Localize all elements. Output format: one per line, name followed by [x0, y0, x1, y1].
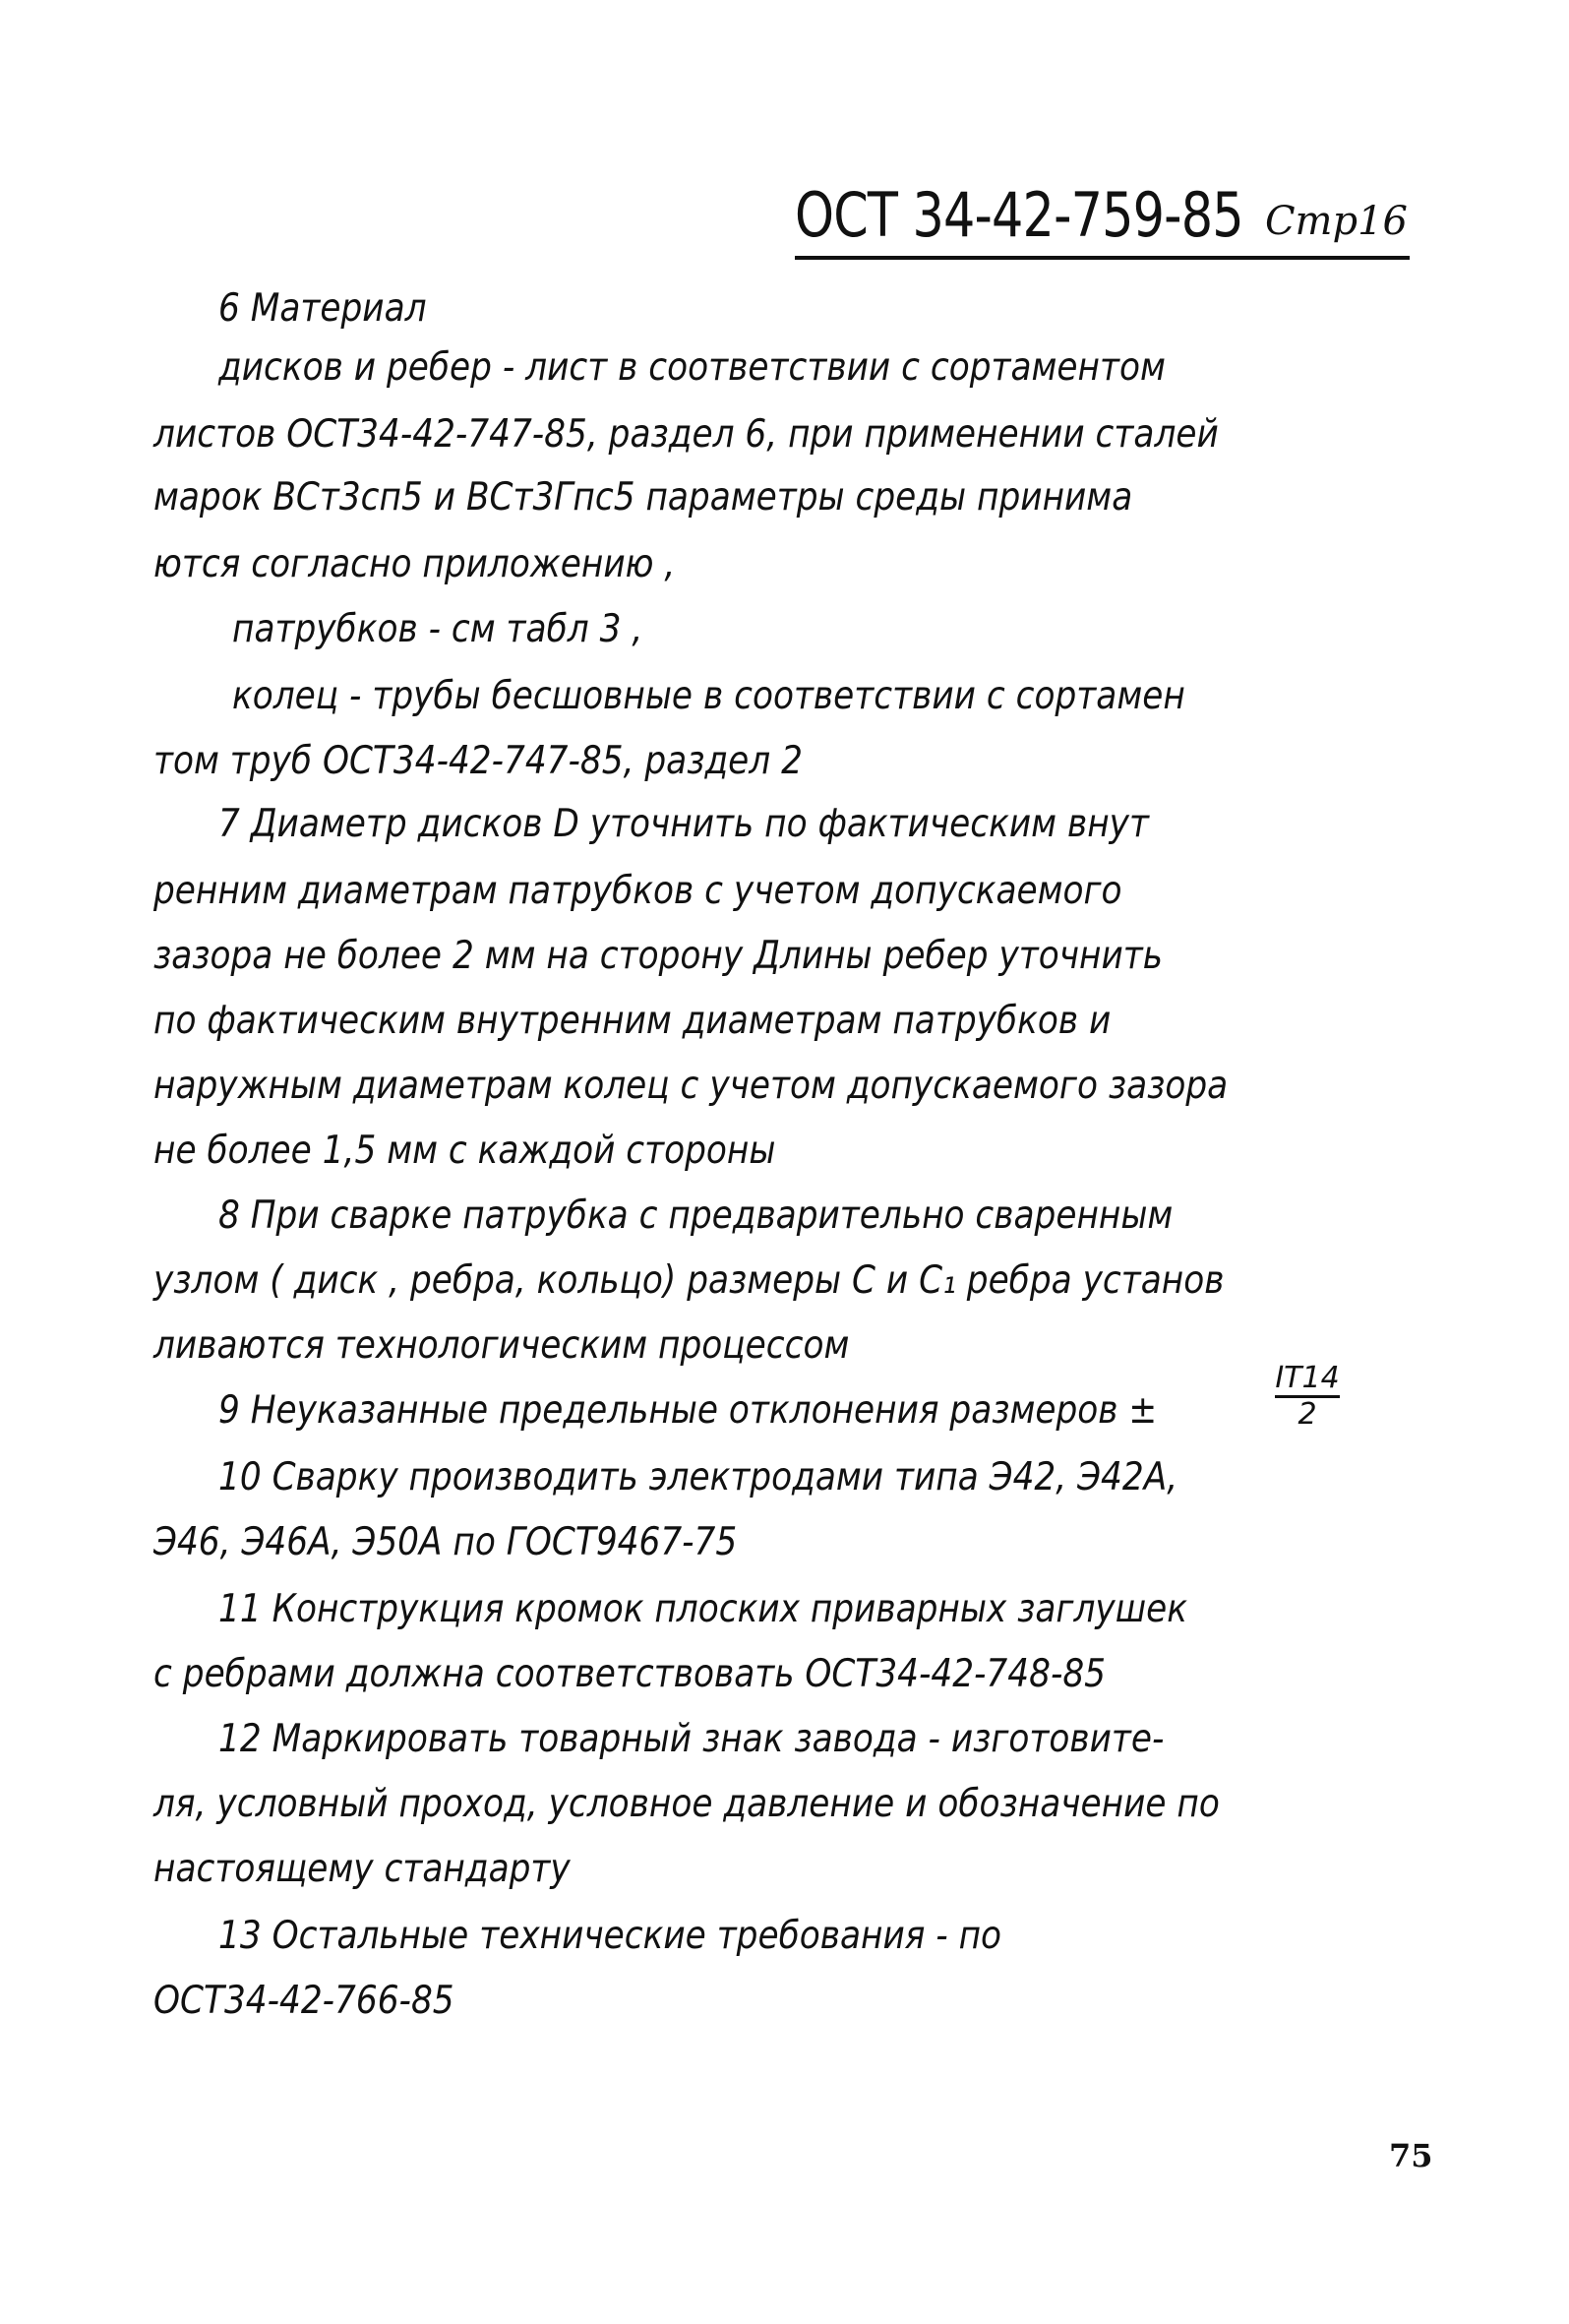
section-7-start: 7 Диаметр дисков D уточнить по фактическим внут	[218, 802, 1149, 846]
text-line: ются согласно приложению ,	[153, 542, 676, 586]
text-line: ливаются технологическим процессом	[153, 1323, 850, 1368]
section-10-start: 10 Сварку производить электродами типа Э42, Э42А,	[218, 1455, 1178, 1499]
text-line: не более 1,5 мм с каждой стороны	[153, 1129, 776, 1173]
sheet-number: Стр16	[1264, 199, 1408, 244]
tolerance-fraction	[1275, 1362, 1340, 1432]
section-6-heading: 6 Материал	[218, 286, 427, 331]
text-line: патрубков - см табл 3 ,	[232, 607, 643, 651]
section-11-start: 11 Конструкция кромок плоских приварных заглушек	[218, 1587, 1187, 1631]
text-line: узлом ( диск , ребра, кольцо) размеры С и С₁ ребра установ	[153, 1258, 1225, 1303]
tolerance-denominator: 2	[1297, 1397, 1317, 1432]
text-line: наружным диаметрам колец с учетом допускаемого зазора	[153, 1064, 1229, 1108]
standard-code: ОСТ 34-42-759-85	[795, 179, 1243, 251]
text-line: настоящему стандарту	[153, 1847, 571, 1891]
text-line: ренним диаметрам патрубков с учетом допускаемого	[153, 869, 1122, 913]
text-line: с ребрами должна соответствовать ОСТ34-42-748-85	[153, 1652, 1106, 1696]
section-8-start: 8 При сварке патрубка с предварительно сваренным	[218, 1193, 1174, 1238]
text-line: колец - трубы бесшовные в соответствии с сортамен	[232, 674, 1185, 718]
section-13-start: 13 Остальные технические требования - по	[218, 1914, 1002, 1958]
document-header	[795, 179, 1410, 260]
text-line: листов ОСТ34-42-747-85, раздел 6, при применении сталей	[153, 412, 1219, 457]
text-line: дисков и ребер - лист в соответствии с сортаментом	[218, 345, 1166, 390]
text-line: зазора не более 2 мм на сторону Длины ребер уточнить	[153, 934, 1163, 978]
text-line: Э46, Э46А, Э50А по ГОСТ9467-75	[153, 1520, 738, 1564]
text-line: ля, условный проход, условное давление и обозначение по	[153, 1782, 1220, 1826]
text-line: том труб ОСТ34-42-747-85, раздел 2	[153, 739, 803, 783]
text-line: марок ВСт3сп5 и ВСт3Гпс5 параметры среды принима	[153, 475, 1133, 520]
section-9-start: 9 Неуказанные предельные отклонения размеров ±	[218, 1388, 1158, 1433]
page-number: 75	[1389, 2137, 1433, 2174]
tolerance-numerator: IT14	[1275, 1362, 1340, 1398]
text-line: ОСТ34-42-766-85	[153, 1979, 454, 2023]
text-line: по фактическим внутренним диаметрам патрубков и	[153, 999, 1112, 1043]
section-12-start: 12 Маркировать товарный знак завода - изготовите-	[218, 1717, 1165, 1761]
